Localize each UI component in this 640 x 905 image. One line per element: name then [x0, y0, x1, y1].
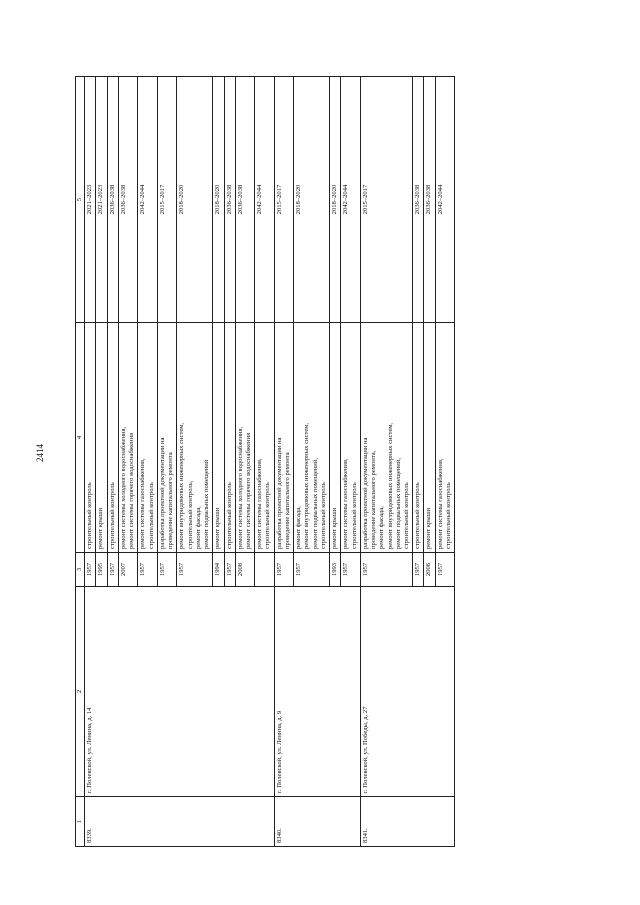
work-line: строительный контроль — [444, 482, 452, 549]
work-type-cell — [138, 323, 157, 553]
work-line: ремонт фасада, — [194, 506, 202, 549]
work-line: ремонт системы газоснабжения, — [436, 458, 444, 549]
year-cell: 1957 — [274, 553, 293, 587]
work-line: строительный контроль — [147, 482, 155, 549]
work-type-cell — [96, 323, 107, 553]
period-cell: 2036–2038 — [118, 77, 137, 323]
work-line: строительный контроль — [264, 482, 272, 549]
work-line: ремонт системы горячего водоснабжения — [128, 432, 136, 549]
work-line: строительный контроль — [86, 482, 94, 549]
page-number: 2414 — [35, 444, 45, 462]
work-line: строительный контроль — [225, 482, 233, 549]
period-cell: 2018–2020 — [330, 77, 341, 323]
row-number: 8341. — [360, 797, 454, 847]
column-header-3: 3 — [76, 553, 85, 587]
work-line: ремонт системы горячего водоснабжения — [244, 432, 252, 549]
period-cell: 2036–2038 — [224, 77, 235, 323]
year-cell: 1957 — [413, 553, 424, 587]
work-type-cell — [224, 323, 235, 553]
year-cell: 1957 — [341, 553, 360, 587]
work-type-cell — [157, 323, 176, 553]
column-header-5: 5 — [76, 77, 85, 323]
period-cell: 2018–2020 — [213, 77, 224, 323]
work-type-cell — [413, 323, 424, 553]
year-cell: 1994 — [213, 553, 224, 587]
work-type-cell — [235, 323, 254, 553]
table-row — [274, 77, 293, 847]
work-line: ремонт системы газоснабжения, — [342, 458, 350, 549]
period-cell: 2015–2017 — [157, 77, 176, 323]
work-type-cell — [107, 323, 118, 553]
work-type-cell — [177, 323, 213, 553]
work-line: строительный контроль — [108, 482, 116, 549]
work-line: проведение капитального ремонта — [167, 452, 175, 549]
rotated-table-wrapper — [75, 77, 565, 847]
work-line: ремонт фасада, — [295, 506, 303, 549]
year-cell: 1957 — [177, 553, 213, 587]
work-line: ремонт системы холодного водоснабжения, — [236, 426, 244, 549]
work-line: строительный контроль — [319, 482, 327, 549]
period-cell: 2036–2038 — [413, 77, 424, 323]
work-type-cell — [213, 323, 224, 553]
year-cell: 1957 — [157, 553, 176, 587]
period-cell: 2018–2020 — [177, 77, 213, 323]
period-cell: 2042–2044 — [255, 77, 274, 323]
work-line: ремонт крыши — [214, 507, 222, 549]
building-address: г. Полевской, ул. Победы, д. 27 — [360, 587, 454, 797]
column-header-2: 2 — [76, 587, 85, 797]
year-cell: 1957 — [138, 553, 157, 587]
work-line: проведение капитального ремонта — [283, 452, 291, 549]
period-cell: 2015–2017 — [360, 77, 412, 323]
work-type-cell — [330, 323, 341, 553]
work-line: ремонт подвальных помещений — [203, 459, 211, 549]
work-line: строительный контроль — [414, 482, 422, 549]
work-line: ремонт подвальных помещений, — [311, 458, 319, 549]
work-line: ремонт крыши — [331, 507, 339, 549]
work-line: разработка проектной документации на — [158, 437, 166, 549]
table-body — [85, 77, 455, 847]
year-cell: 2007 — [118, 553, 137, 587]
year-cell: 1957 — [294, 553, 330, 587]
year-cell — [255, 553, 274, 587]
work-line: ремонт подвальных помещений, — [394, 458, 402, 549]
period-cell: 2042–2044 — [435, 77, 454, 323]
work-line: ремонт внутридомовых инженерных систем, — [303, 422, 311, 549]
work-line: ремонт внутридомовых инженерных систем, — [386, 422, 394, 549]
work-line: ремонт внутридомовых инженерных систем, — [178, 422, 186, 549]
work-type-cell — [274, 323, 293, 553]
work-line: строительный контроль — [402, 482, 410, 549]
work-line: ремонт системы холодного водоснабжения, — [119, 426, 127, 549]
table-row — [85, 77, 96, 847]
work-line: разработка проектной документации на — [361, 437, 369, 549]
period-cell: 2042–2044 — [138, 77, 157, 323]
year-cell: 1957 — [107, 553, 118, 587]
work-line: разработка проектной документации на — [275, 437, 283, 549]
column-number-row — [76, 77, 85, 847]
work-line: ремонт крыши — [425, 507, 433, 549]
repair-schedule-table — [75, 76, 455, 847]
building-address: г. Полевской, ул. Ленина, д. 9 — [274, 587, 360, 797]
year-cell: 1957 — [85, 553, 96, 587]
work-type-cell — [435, 323, 454, 553]
work-line: ремонт крыши — [97, 507, 105, 549]
period-cell: 2036–2038 — [424, 77, 435, 323]
year-cell: 1957 — [224, 553, 235, 587]
year-cell: 2006 — [424, 553, 435, 587]
row-number: 8339. — [85, 797, 274, 847]
work-type-cell — [255, 323, 274, 553]
work-line: строительный контроль, — [186, 480, 194, 549]
year-cell: 1993 — [330, 553, 341, 587]
work-line: ремонт фасада, — [378, 506, 386, 549]
period-cell: 2036–2038 — [107, 77, 118, 323]
work-line: ремонт системы газоснабжения, — [256, 458, 264, 549]
period-cell: 2015–2017 — [274, 77, 293, 323]
column-header-4: 4 — [76, 323, 85, 553]
period-cell: 2036–2038 — [235, 77, 254, 323]
year-cell: 1957 — [435, 553, 454, 587]
work-type-cell — [341, 323, 360, 553]
period-cell: 2021–2023 — [96, 77, 107, 323]
work-line: проведение капитального ремонта, — [370, 450, 378, 549]
year-cell: 1995 — [96, 553, 107, 587]
work-line: ремонт системы газоснабжения, — [139, 458, 147, 549]
work-type-cell — [118, 323, 137, 553]
work-type-cell — [424, 323, 435, 553]
table-row — [360, 77, 412, 847]
work-line: строительный контроль — [350, 482, 358, 549]
column-header-1: 1 — [76, 797, 85, 847]
work-type-cell — [360, 323, 412, 553]
period-cell: 2018–2020 — [294, 77, 330, 323]
year-cell: 2008 — [235, 553, 254, 587]
work-type-cell — [85, 323, 96, 553]
building-address: г. Полевской, ул. Ленина, д. 14 — [85, 587, 274, 797]
row-number: 8340. — [274, 797, 360, 847]
work-type-cell — [294, 323, 330, 553]
period-cell: 2021–2023 — [85, 77, 96, 323]
year-cell: 1957 — [360, 553, 412, 587]
period-cell: 2042–2044 — [341, 77, 360, 323]
